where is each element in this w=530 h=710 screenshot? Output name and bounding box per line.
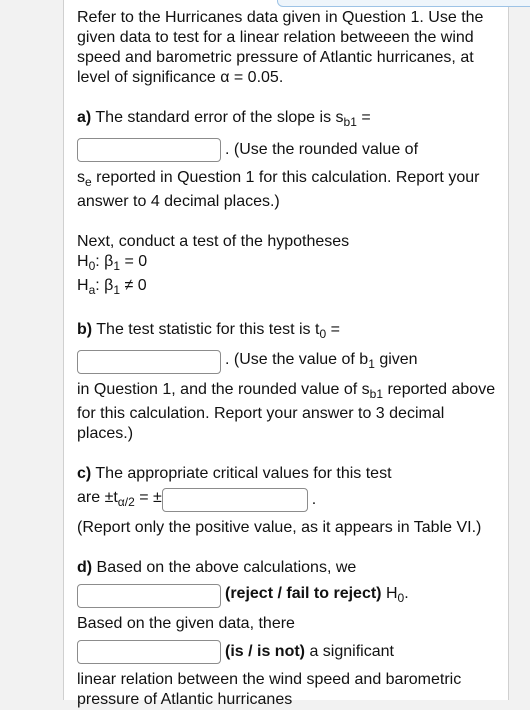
part-a-prompt: a) The standard error of the slope is $s_{b1}$ = (77, 109, 371, 129)
part-c-prompt: c) The appropriate critical values for this test (77, 465, 392, 482)
part-d-tail: linear relation between the wind speed and barometric pressure of Atlantic hurricanes (77, 671, 462, 708)
part-c-answer-row: are $\pm t_{\alpha/2}$ = ± . (77, 486, 497, 514)
part-c-label: c) (77, 465, 92, 482)
part-d-label: d) (77, 559, 93, 576)
null-hypothesis: $H_0$: $\beta_1 = 0$ (77, 253, 148, 273)
question-card (63, 0, 509, 708)
question-content (77, 8, 497, 710)
part-a-answer-row: . (Use the rounded value of (77, 136, 497, 164)
part-b-answer-input[interactable] (77, 350, 221, 374)
part-d-prompt: d) Based on the above calculations, we (77, 559, 357, 576)
part-a-label: a) (77, 109, 92, 126)
part-b-instructions: in Question 1, and the rounded value of $s_{b1}$ reported above for this calculation. Report your answer to 3 decimal places.) (77, 381, 496, 442)
alternative-hypothesis: $H_a$: $\beta_1 \ne 0$ (77, 277, 147, 297)
part-b-answer-row: . (Use the value of $b_1$ given (77, 348, 497, 376)
hypotheses-intro: Next, conduct a test of the hypotheses (77, 233, 350, 250)
part-d-line3: Based on the given data, there (77, 615, 295, 632)
part-c-answer-input[interactable] (162, 488, 308, 512)
part-c-note: (Report only the positive value, as it appears in Table VI.) (77, 519, 482, 536)
part-b-label: b) (77, 321, 93, 338)
part-d-significance-select[interactable] (77, 640, 221, 664)
part-b-prompt: b) The test statistic for this test is $t_0$ = (77, 321, 340, 341)
part-a-answer-input[interactable] (77, 138, 221, 162)
top-tab-bar (277, 0, 530, 7)
part-d-significance-row: (is / is not) a significant (77, 638, 497, 666)
intro-text: Refer to the Hurricanes data given in Question 1. Use the given data to test for a linear relation betweeen the wind speed and barometric pressure of Atlantic hurricanes, at level of significance α = 0.05. (77, 9, 484, 86)
part-a-instructions: $s_e$ reported in Question 1 for this calculation. Report your answer to 4 decimal places.) (77, 169, 480, 210)
part-d-decision-row: (reject / fail to reject) $H_0$. (77, 582, 497, 610)
part-d-decision-select[interactable] (77, 584, 221, 608)
